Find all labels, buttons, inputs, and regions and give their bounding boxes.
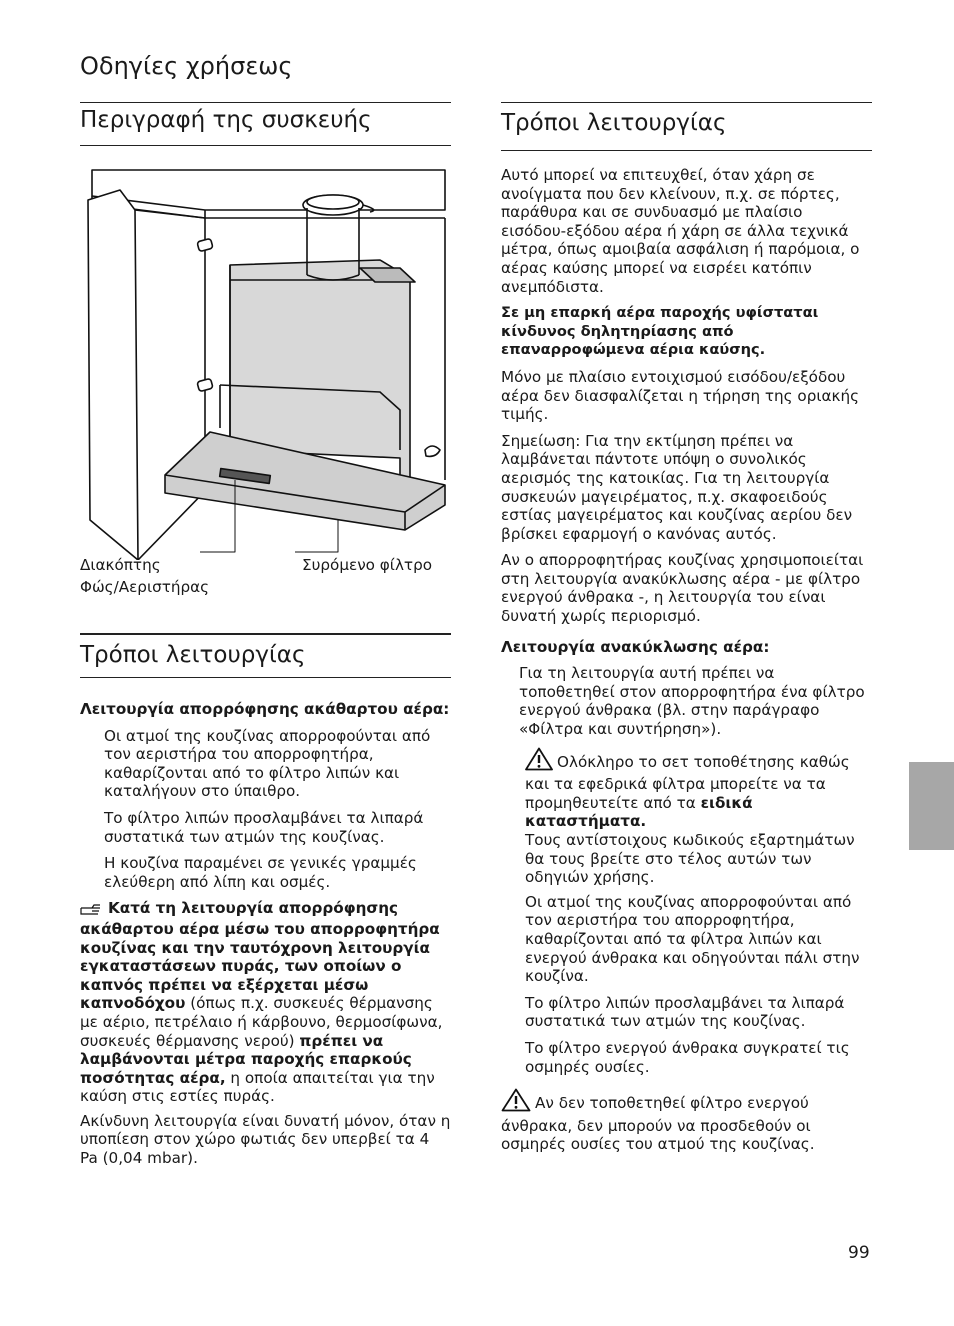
divider [80, 633, 451, 635]
section-heading-operation-right: Τρόποι λειτουργίας [501, 110, 727, 136]
section-heading-description: Περιγραφή της συσκευής [80, 107, 372, 133]
paragraph: Το φίλτρο λιπών προσλαμβάνει τα λιπαρά συστατικά των ατμών της κουζίνας. [104, 808, 424, 846]
warning-paragraph: Σε μη επαρκή αέρα παροχής υφίσταται κίνδυνος δηλητηρίασης από επαναρροφώμενα αέρια καύσης. [501, 304, 819, 359]
caption-line: Διακόπτης [80, 556, 161, 574]
paragraph: Για τη λειτουργία αυτή πρέπει να τοποθετηθεί στον απορροφητήρα ένα φίλτρο ενεργού άνθρακα (βλ. στην παράγραφο «Φίλτρα και συντήρηση»). [519, 664, 865, 739]
pointing-hand-icon [80, 901, 102, 920]
paragraph: Το φίλτρο ενεργού άνθρακα συγκρατεί τις οσμηρές ουσίες. [525, 1038, 850, 1076]
warning-icon [501, 1088, 531, 1117]
warning-icon [525, 747, 553, 776]
warning-paragraph [501, 747, 872, 887]
paragraph: Οι ατμοί της κουζίνας απορροφούνται από τον αεριστήρα του απορροφητήρα, καθαρίζονται από το φίλτρο λιπών και καταλήγουν στο ύπαιθρο. [104, 726, 431, 801]
subheading-exhaust: Λειτουργία απορρόφησης ακάθαρτου αέρα: [80, 700, 450, 718]
note-bold-text: πρέπει να λαμβάνονται μέτρα παροχής επαρκούς ποσότητας αέρα, [80, 1031, 412, 1087]
warning-text: Αν δεν τοποθετηθεί φίλτρο ενεργού άνθρακα, δεν μπορούν να προσδεθούν οι οσμηρές ουσίες του ατμού της κουζίνας. [501, 1094, 815, 1154]
paragraph: Η κουζίνα παραμένει σε γενικές γραμμές ελεύθερη από λίπη και οσμές. [104, 854, 417, 891]
paragraph: Σημείωση: Για την εκτίμηση πρέπει να λαμβάνεται πάντοτε υπόψη ο συνολικός αερισμός της κατοικίας. Για τη λειτουργία συσκευών μαγειρέματος, π.χ. σκαφοειδούς εστίας μαγειρέματος και κουζίνας αερίου δεν βρίσκει εφαρμογή ο κανόνας αυτός. [501, 431, 853, 543]
figure-caption-filter: Συρόμενο φίλτρο [302, 556, 433, 574]
section-heading-operation: Τρόποι λειτουργίας [80, 642, 306, 668]
divider [501, 150, 872, 151]
figure-caption-switch [80, 554, 209, 598]
paragraph: Οι ατμοί της κουζίνας απορροφούνται από τον αεριστήρα του απορροφητήρα, καθαρίζονται από τα φίλτρα λιπών και ενεργού άνθρακα και οδηγούνται πάλι στην κουζίνα. [525, 892, 860, 986]
document-title: Οδηγίες χρήσεως [80, 52, 293, 80]
warning-bold-text: ειδικά καταστήματα. [525, 793, 753, 831]
warning-paragraph [501, 1088, 872, 1154]
paragraph: Αυτό μπορεί να επιτευχθεί, όταν χάρη σε ανοίγματα που δεν κλείνουν, π.χ. σε πόρτες, παράθυρα και σε συνδυασμό με πλαίσιο εισόδου-εξόδου αέρα ή χάρη σε άλλα τεχνικά μέτρα, όπως αμοιβαία ασφάλιση ή παρόμοια, ο αέρας καύσης μπορεί να εισρέει κατόπιν ανεμπόδιστα. [501, 166, 860, 296]
paragraph: Μόνο με πλαίσιο εντοιχισμού εισόδου/εξόδου αέρα δεν διασφαλίζεται η τήρηση της οριακής τιμής. [501, 367, 859, 424]
warning-text: Τους αντίστοιχους κωδικούς εξαρτημάτων θα τους βρείτε στο τέλος αυτών των οδηγιών χρήσης. [525, 831, 855, 887]
caption-line: Φώς/Αεριστήρας [80, 578, 210, 596]
paragraph: Ακίνδυνη λειτουργία είναι δυνατή μόνον, όταν η υποπίεση στον χώρο φωτιάς δεν υπερβεί τα 4 Pa (0,04 mbar). [80, 1111, 451, 1168]
left-body [80, 700, 451, 1176]
divider [80, 677, 451, 678]
subheading-recirculation: Λειτουργία ανακύκλωσης αέρα: [501, 637, 770, 656]
note-bold-text: Κατά τη λειτουργία απορρόφησης ακάθαρτου αέρα μέσω του απορροφητήρα κουζίνας και την ταυτόχρονη λειτουργία εγκαταστάσεων πυράς, των οποίων ο καπνός πρέπει να εξέρχεται μέσω καπνοδόχου [80, 899, 440, 1013]
divider [80, 145, 451, 146]
chapter-tab [909, 762, 954, 850]
note-text: (όπως π.χ. συσκευές θέρμανσης με αέριο, πετρέλαιο ή κάρβουνο, θερμοσίφωνα, συσκευές θέρμανσης νερού) [80, 994, 443, 1050]
page-number: 99 [848, 1243, 870, 1263]
appliance-illustration [80, 160, 452, 560]
paragraph: Το φίλτρο λιπών προσλαμβάνει τα λιπαρά συστατικά των ατμών της κουζίνας. [525, 993, 845, 1031]
warning-text: Ολόκληρο το σετ τοποθέτησης καθώς και τα εφεδρικά φίλτρα μπορείτε να τα προμηθευτείτε από τα [525, 752, 850, 812]
divider [501, 102, 872, 103]
note-text: η οποία απαιτείται για την καύση στις εστίες πυράς. [80, 1068, 435, 1106]
note-paragraph [80, 899, 451, 1106]
right-body [501, 166, 872, 1162]
divider [80, 102, 451, 103]
paragraph: Αν ο απορροφητήρας κουζίνας χρησιμοποιείται στη λειτουργία ανακύκλωσης αέρα - με φίλτρο ενεργού άνθρακα -, η λειτουργία του είναι δυνατή χωρίς περιορισμό. [501, 551, 864, 626]
